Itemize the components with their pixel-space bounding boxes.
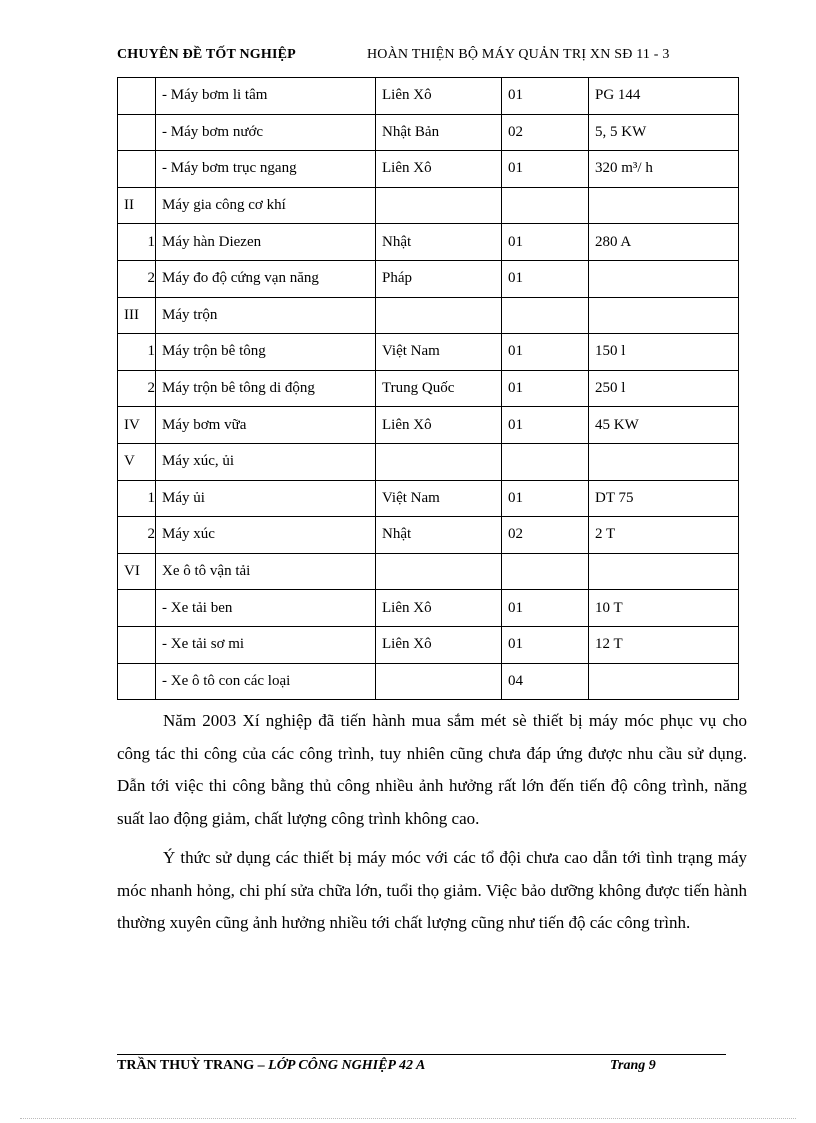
cell-equipment-name: - Máy bơm nước	[156, 114, 376, 151]
cell-quantity: 01	[502, 334, 589, 371]
cell-stt	[118, 590, 156, 627]
cell-quantity	[502, 297, 589, 334]
table-row	[118, 517, 739, 554]
cell-quantity: 01	[502, 370, 589, 407]
table-row	[118, 187, 739, 224]
cell-stt	[118, 151, 156, 188]
cell-quantity: 01	[502, 260, 589, 297]
cell-equipment-name: - Xe ô tô con các loại	[156, 663, 376, 700]
footer-divider	[117, 1054, 726, 1055]
cell-quantity: 01	[502, 224, 589, 261]
cell-capacity	[589, 260, 739, 297]
cell-origin	[376, 187, 502, 224]
cell-stt: 1	[118, 480, 156, 517]
cell-capacity	[589, 187, 739, 224]
cell-capacity	[589, 297, 739, 334]
cell-quantity: 02	[502, 114, 589, 151]
table-row	[118, 663, 739, 700]
cell-quantity	[502, 443, 589, 480]
cell-capacity	[589, 663, 739, 700]
cell-equipment-name: Máy gia công cơ khí	[156, 187, 376, 224]
cell-equipment-name: - Xe tải sơ mi	[156, 626, 376, 663]
cell-origin: Việt Nam	[376, 480, 502, 517]
table-row	[118, 480, 739, 517]
cell-equipment-name: Máy đo độ cứng vạn năng	[156, 260, 376, 297]
cell-equipment-name: Máy xúc	[156, 517, 376, 554]
cell-origin: Liên Xô	[376, 590, 502, 627]
cell-equipment-name: Máy bơm vữa	[156, 407, 376, 444]
cell-origin: Nhật	[376, 224, 502, 261]
cell-equipment-name: Máy hàn Diezen	[156, 224, 376, 261]
table-row	[118, 626, 739, 663]
table-row	[118, 151, 739, 188]
cell-equipment-name: Máy xúc, ủi	[156, 443, 376, 480]
cell-stt: IV	[118, 407, 156, 444]
cell-origin	[376, 297, 502, 334]
cell-stt: 1	[118, 334, 156, 371]
cell-stt: 2	[118, 370, 156, 407]
cell-equipment-name: Xe ô tô vận tải	[156, 553, 376, 590]
cell-equipment-name: - Máy bơm li tâm	[156, 78, 376, 115]
table-row	[118, 370, 739, 407]
cell-quantity: 01	[502, 626, 589, 663]
footer-author: TRẦN THUỲ TRANG –	[117, 1058, 269, 1073]
cell-stt: VI	[118, 553, 156, 590]
cell-equipment-name: Máy ủi	[156, 480, 376, 517]
cell-equipment-name: Máy trộn	[156, 297, 376, 334]
cell-origin: Nhật	[376, 517, 502, 554]
table-row	[118, 590, 739, 627]
cell-origin	[376, 443, 502, 480]
cell-stt: 2	[118, 260, 156, 297]
page-number: Trang 9	[610, 1058, 656, 1073]
table-row	[118, 224, 739, 261]
cell-equipment-name: Máy trộn bê tông di động	[156, 370, 376, 407]
table-row	[118, 334, 739, 371]
cell-origin: Liên Xô	[376, 407, 502, 444]
cell-capacity: 2 T	[589, 517, 739, 554]
page-header	[117, 47, 697, 69]
cell-stt	[118, 78, 156, 115]
cell-origin: Trung Quốc	[376, 370, 502, 407]
table-row	[118, 553, 739, 590]
cell-quantity: 01	[502, 590, 589, 627]
equipment-table-body	[118, 78, 739, 700]
cell-origin: Liên Xô	[376, 626, 502, 663]
table-row	[118, 443, 739, 480]
cell-stt: 1	[118, 224, 156, 261]
cell-origin: Liên Xô	[376, 151, 502, 188]
cell-capacity: 5, 5 KW	[589, 114, 739, 151]
cell-capacity: 250 l	[589, 370, 739, 407]
cell-capacity: DT 75	[589, 480, 739, 517]
table-row	[118, 78, 739, 115]
cell-capacity: 150 l	[589, 334, 739, 371]
cell-quantity: 04	[502, 663, 589, 700]
cell-equipment-name: - Xe tải ben	[156, 590, 376, 627]
cell-quantity: 01	[502, 480, 589, 517]
paragraph-usage: Ý thức sử dụng các thiết bị máy móc với các tổ đội chưa cao dẫn tới tình trạng máy móc nhanh hỏng, chi phí sửa chữa lớn, tuổi thọ giảm. Việc bảo dưỡng không được tiến hành thường xuyên cũng ảnh hưởng nhiều tới chất lượng cũng như tiến độ các công trình.	[117, 848, 747, 932]
header-title-left: CHUYÊN ĐỀ TỐT NGHIỆP	[117, 47, 296, 62]
cell-equipment-name: Máy trộn bê tông	[156, 334, 376, 371]
footer-author-block	[117, 1058, 425, 1074]
cell-origin	[376, 663, 502, 700]
cell-stt: 2	[118, 517, 156, 554]
cell-origin: Liên Xô	[376, 78, 502, 115]
cell-quantity	[502, 553, 589, 590]
table-row	[118, 260, 739, 297]
cell-stt	[118, 663, 156, 700]
table-row	[118, 407, 739, 444]
cell-origin: Pháp	[376, 260, 502, 297]
header-title-right: HOÀN THIỆN BỘ MÁY QUẢN TRỊ XN SĐ 11 - 3	[367, 47, 670, 62]
cell-stt	[118, 114, 156, 151]
cell-quantity: 01	[502, 78, 589, 115]
cell-capacity: 320 m³/ h	[589, 151, 739, 188]
cell-origin	[376, 553, 502, 590]
cell-quantity: 01	[502, 151, 589, 188]
equipment-table	[117, 77, 739, 700]
cell-origin: Việt Nam	[376, 334, 502, 371]
cell-capacity: 12 T	[589, 626, 739, 663]
cell-capacity: 280 A	[589, 224, 739, 261]
table-row	[118, 297, 739, 334]
cell-equipment-name: - Máy bơm trục ngang	[156, 151, 376, 188]
cell-stt: V	[118, 443, 156, 480]
cell-quantity: 02	[502, 517, 589, 554]
cell-capacity	[589, 443, 739, 480]
table-row	[118, 114, 739, 151]
cell-quantity	[502, 187, 589, 224]
cell-stt: II	[118, 187, 156, 224]
footer-class: LỚP CÔNG NGHIỆP 42 A	[268, 1058, 426, 1073]
cell-stt: III	[118, 297, 156, 334]
cell-capacity: 45 KW	[589, 407, 739, 444]
page-bottom-dotted-edge	[20, 1118, 796, 1119]
cell-capacity: 10 T	[589, 590, 739, 627]
cell-stt	[118, 626, 156, 663]
page-footer	[117, 1058, 726, 1078]
cell-quantity: 01	[502, 407, 589, 444]
cell-capacity: PG 144	[589, 78, 739, 115]
cell-capacity	[589, 553, 739, 590]
paragraph-purchase: Năm 2003 Xí nghiệp đã tiến hành mua sắm mét sè thiết bị máy móc phục vụ cho công tác thi công của các công trình, tuy nhiên cũng chưa đáp ứng được nhu cầu sử dụng. Dẫn tới việc thi công bằng thủ công nhiều ảnh hưởng rất lớn đến tiến độ công trình, năng suất lao động giảm, chất lượng công trình không cao.	[117, 711, 747, 828]
cell-origin: Nhật Bản	[376, 114, 502, 151]
